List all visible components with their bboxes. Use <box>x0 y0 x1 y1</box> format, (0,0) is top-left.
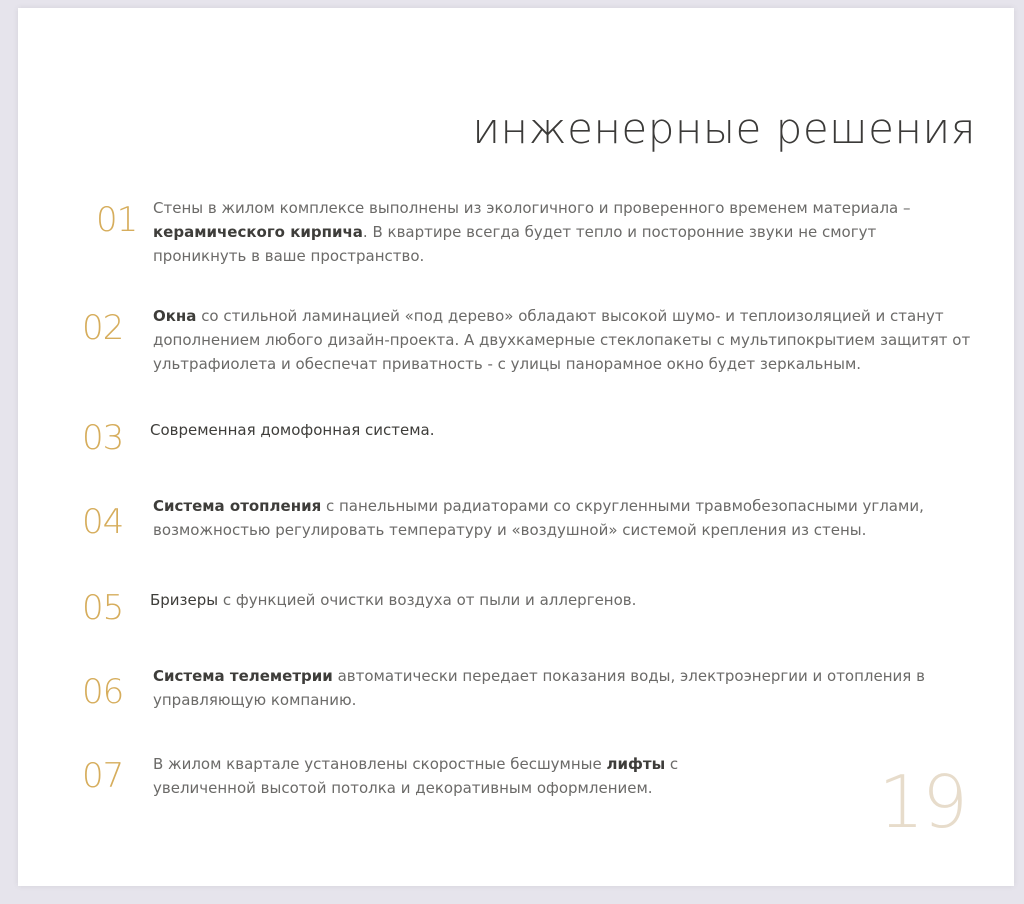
item-number: 07 <box>82 756 124 796</box>
item-text: Современная домофонная система. <box>150 421 435 439</box>
item-number: 02 <box>82 308 124 348</box>
item-text: Система телеметрии автоматически передает показания воды, электроэнергии и отопления в управляющую компанию. <box>153 667 925 709</box>
item-number: 06 <box>82 672 124 712</box>
document-page <box>18 8 1014 886</box>
item-number: 04 <box>82 502 124 542</box>
page-title: инженерные решения <box>472 104 976 153</box>
item-number: 01 <box>96 200 138 240</box>
item-text: В жилом квартале установлены скоростные бесшумные лифты с увеличенной высотой потолка и декоративным оформлением. <box>153 755 679 797</box>
item-text: Окна со стильной ламинацией «под дерево» обладают высокой шумо- и теплоизоляцией и станут дополнением любого дизайн-проекта. А двухкамерные стеклопакеты с мультипокрытием защитят от ультрафиолета и обеспечат приватность - с улицы панорамное окно будет зеркальным. <box>153 307 971 373</box>
item-number: 03 <box>82 418 124 458</box>
item-text: Стены в жилом комплексе выполнены из экологичного и проверенного временем материала – керамического кирпича. В квартире всегда будет тепло и посторонние звуки не смогут проникнуть в ваше пространство. <box>153 199 911 265</box>
item-number: 05 <box>82 588 124 628</box>
item-text: Система отопления с панельными радиаторами со скругленными травмобезопасными углами, возможностью регулировать температуру и «воздушной» системой крепления из стены. <box>153 497 924 539</box>
page-number: 19 <box>878 760 966 844</box>
item-text: Бризеры с функцией очистки воздуха от пыли и аллергенов. <box>150 591 637 609</box>
